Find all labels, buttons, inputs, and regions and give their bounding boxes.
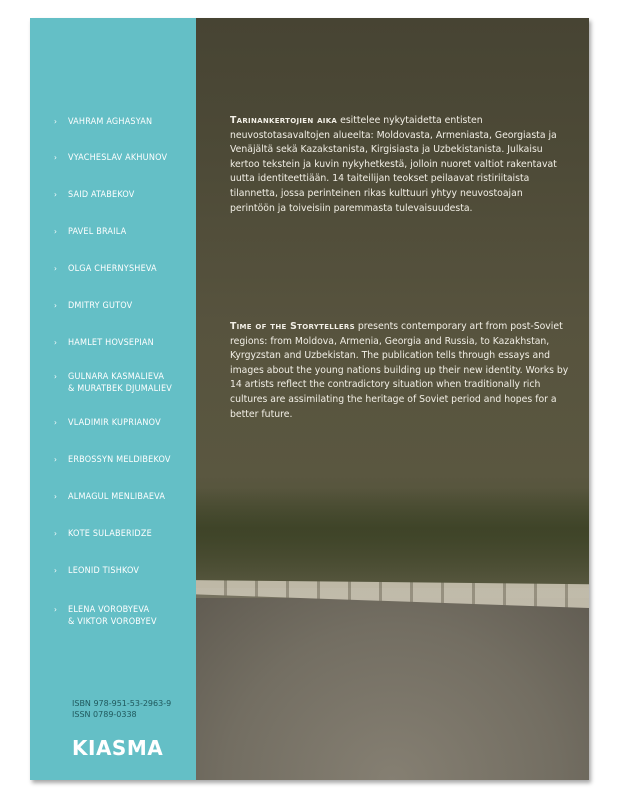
chevron-right-icon: › — [54, 455, 58, 464]
artist-item — [54, 116, 152, 128]
kiasma-logo: KIASMA — [72, 736, 164, 760]
chevron-right-icon: › — [54, 605, 58, 614]
artist-item — [54, 417, 161, 429]
isbn-number: ISBN 978-951-53-2963-9 — [72, 699, 172, 708]
artist-name: ELENA VOROBYEVA & VIKTOR VOROBYEV — [68, 605, 157, 627]
artist-name: KOTE SULABERIDZE — [68, 529, 152, 539]
artist-item — [54, 226, 126, 238]
artist-sidebar — [30, 18, 196, 780]
chevron-right-icon: › — [54, 566, 58, 575]
chevron-right-icon: › — [54, 190, 58, 199]
artist-item — [54, 263, 157, 275]
english-body: presents contemporary art from post-Soviet regions: from Moldova, Armenia, Georgia and Russia, to Kazakhstan, Kyrgyzstan and Uzbekistan. The publication tells through essays and images about the young nations building up their new identity. Works by 14 artists reflect the contradictory situation when traditionally rich cultures are assimilating the heritage of Soviet period and hopes for a better future. — [230, 321, 569, 420]
book-back-cover — [30, 18, 589, 780]
chevron-right-icon: › — [54, 338, 58, 347]
artist-name: GULNARA KASMALIEVA & MURATBEK DJUMALIEV — [68, 372, 173, 394]
artist-name: SAID ATABEKOV — [68, 190, 135, 200]
artist-name: VLADIMIR KUPRIANOV — [68, 418, 161, 428]
chevron-right-icon: › — [54, 117, 58, 126]
artist-item — [54, 337, 154, 349]
issn-number: ISSN 0789-0338 — [72, 710, 137, 719]
artist-item — [54, 300, 132, 312]
english-title: Time of the Storytellers — [230, 321, 355, 332]
chevron-right-icon: › — [54, 529, 58, 538]
chevron-right-icon: › — [54, 418, 58, 427]
chevron-right-icon: › — [54, 264, 58, 273]
chevron-right-icon: › — [54, 301, 58, 310]
english-description — [230, 320, 570, 422]
artist-item — [54, 454, 171, 466]
chevron-right-icon: › — [54, 153, 58, 162]
artist-name: HAMLET HOVSEPIAN — [68, 338, 154, 348]
finnish-description — [230, 114, 570, 216]
chevron-right-icon: › — [54, 372, 58, 381]
chevron-right-icon: › — [54, 492, 58, 501]
artist-item — [54, 565, 139, 577]
finnish-title: Tarinankertojien aika — [230, 115, 338, 126]
artist-name: LEONID TISHKOV — [68, 566, 140, 576]
artist-item — [54, 491, 165, 503]
artist-name: ALMAGUL MENLIBAEVA — [68, 492, 166, 502]
artist-name: DMITRY GUTOV — [68, 301, 133, 311]
hillside — [196, 488, 589, 588]
artist-name: OLGA CHERNYSHEVA — [68, 264, 157, 274]
chevron-right-icon: › — [54, 227, 58, 236]
artist-name: PAVEL BRAILA — [68, 227, 127, 237]
artist-item — [54, 371, 172, 395]
artist-item — [54, 528, 152, 540]
artist-name: VYACHESLAV AKHUNOV — [68, 153, 168, 163]
artist-name: VAHRAM AGHASYAN — [68, 117, 153, 127]
isbn-block — [72, 698, 171, 720]
gravel-road — [196, 598, 589, 780]
artist-item — [54, 604, 157, 628]
artist-item — [54, 152, 167, 164]
finnish-body: esittelee nykytaidetta entisten neuvostotasavaltojen alueelta: Moldovasta, Armeniasta, Georgiasta ja Venäjältä sekä Kazakstanista, Kirgisiasta ja Uzbekistanista. Julkaisu kertoo tekstein ja kuvin nykyhetkestä, jolloin nuoret valtiot rakentavat uutta identiteettiään. 14 taiteilijan teokset peilaavat ristiriitaista tilannetta, jossa perinteinen rikas kulttuuri yhtyy neuvostoajan perintöön ja toiveisiin paremmasta tulevaisuudesta. — [230, 115, 557, 214]
artist-name: ERBOSSYN MELDIBEKOV — [68, 455, 171, 465]
artist-item — [54, 189, 135, 201]
